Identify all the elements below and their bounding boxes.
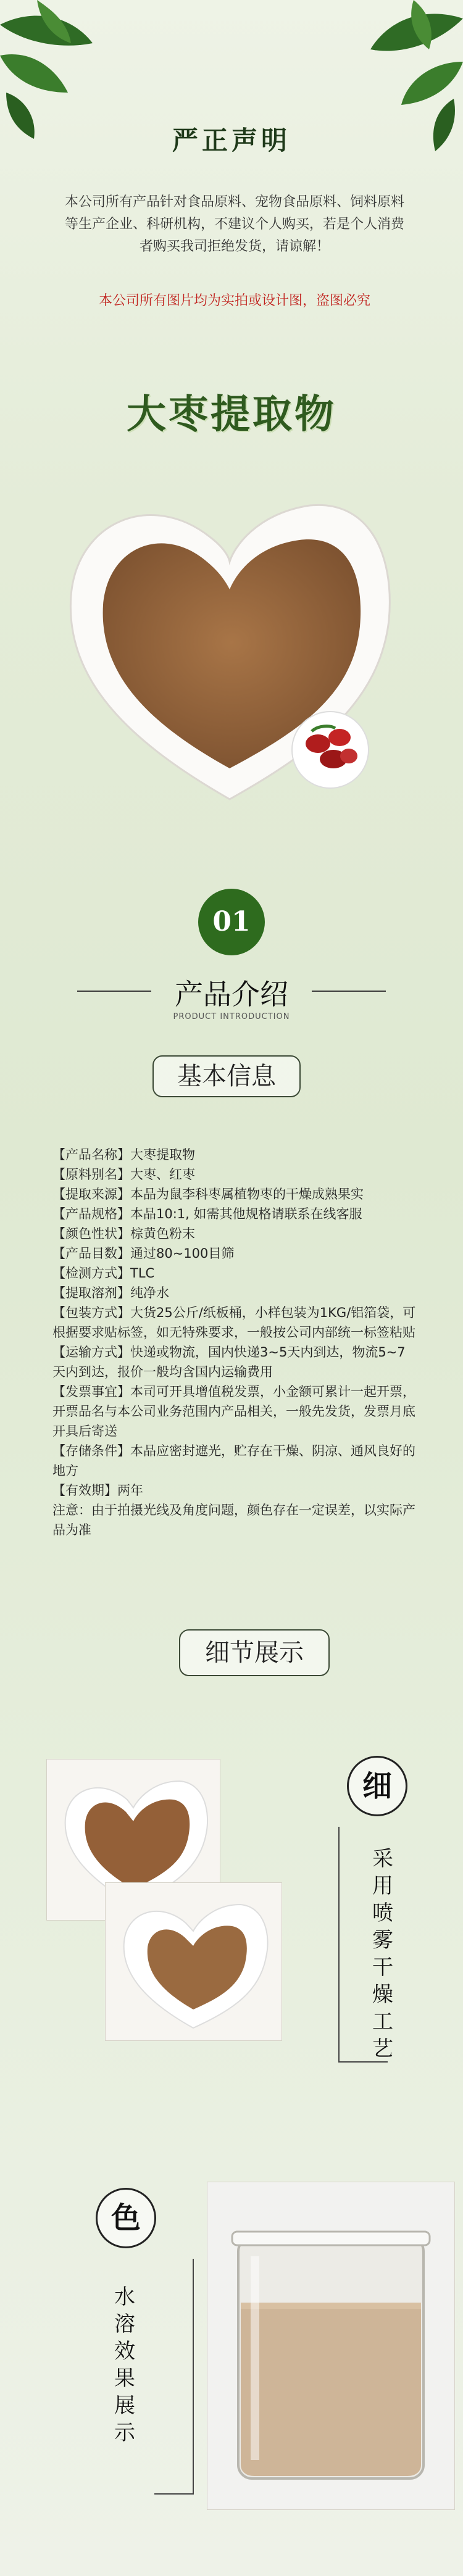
section-subtitle: PRODUCT INTRODUCTION [173,1012,290,1021]
info-line: 【包装方式】大货25公斤/纸板桶，小样包装为1KG/铝箔袋，可根据要求贴标签，如无特殊要求，一般按公司内部统一标签粘贴 [52,1305,416,1340]
fine-vertical-line [338,1827,340,2061]
notice-title: 严正声明 [172,125,291,156]
info-line: 【运输方式】快递或物流，国内快递3~5天内到达，物流5~7天内到达，报价一般均含国内运输费用 [52,1345,406,1379]
info-line: 【原料别名】大枣、红枣 [52,1167,195,1182]
fine-description: 采用喷雾干燥工艺 [372,1847,393,2061]
info-line: 【颜色性状】棕黄色粉末 [52,1226,195,1241]
fine-char-badge: 细 [347,1756,407,1816]
section-title: 产品介绍 [175,978,288,1011]
info-line: 【有效期】两年 [52,1483,143,1498]
detail-photo-2 [105,1882,282,2041]
product-title: 大枣提取物 [127,391,336,438]
info-line: 【产品目数】通过80~100目筛 [52,1246,235,1261]
info-line: 【提取来源】本品为鼠李科枣属植物枣的干燥成熟果实 [52,1187,364,1202]
notice-warning: 本公司所有图片均为实拍或设计图，盗图必究 [98,293,370,309]
basic-info-label: 基本信息 [152,1055,301,1097]
info-line: 【提取溶剂】纯净水 [52,1286,169,1300]
product-powder-image [59,478,401,824]
details-label: 细节展示 [179,1629,330,1676]
notice-body: 本公司所有产品针对食品原料、宠物食品原料、饲料原料等生产企业、科研机构，不建议个人购买，若是个人消费者购买我司拒绝发货，请谅解！ [64,194,404,254]
info-line: 【发票事宜】本司可开具增值税发票，小金额可累计一起开票，开票品名与本公司业务范围内产品相关，一般先发货，发票月底开具后寄送 [52,1384,415,1439]
water-solution-photo [207,2182,455,2510]
color-vertical-line [193,2259,194,2493]
product-info-list [52,1145,417,1540]
color-horizontal-line [154,2493,194,2495]
color-char-badge: 色 [96,2188,156,2248]
info-line: 【产品名称】大枣提取物 [52,1147,195,1162]
info-line: 【检测方式】TLC [52,1266,155,1281]
info-line: 【存储条件】本品应密封遮光，贮存在干燥、阴凉、通风良好的地方 [52,1444,415,1478]
section-number-badge: 01 [198,889,265,955]
info-line: 【产品规格】本品10:1, 如需其他规格请联系在线客服 [52,1207,362,1221]
color-description: 水溶效果展示 [114,2285,135,2445]
info-line: 注意：由于拍摄光线及角度问题，颜色存在一定误差，以实际产品为准 [52,1503,415,1537]
